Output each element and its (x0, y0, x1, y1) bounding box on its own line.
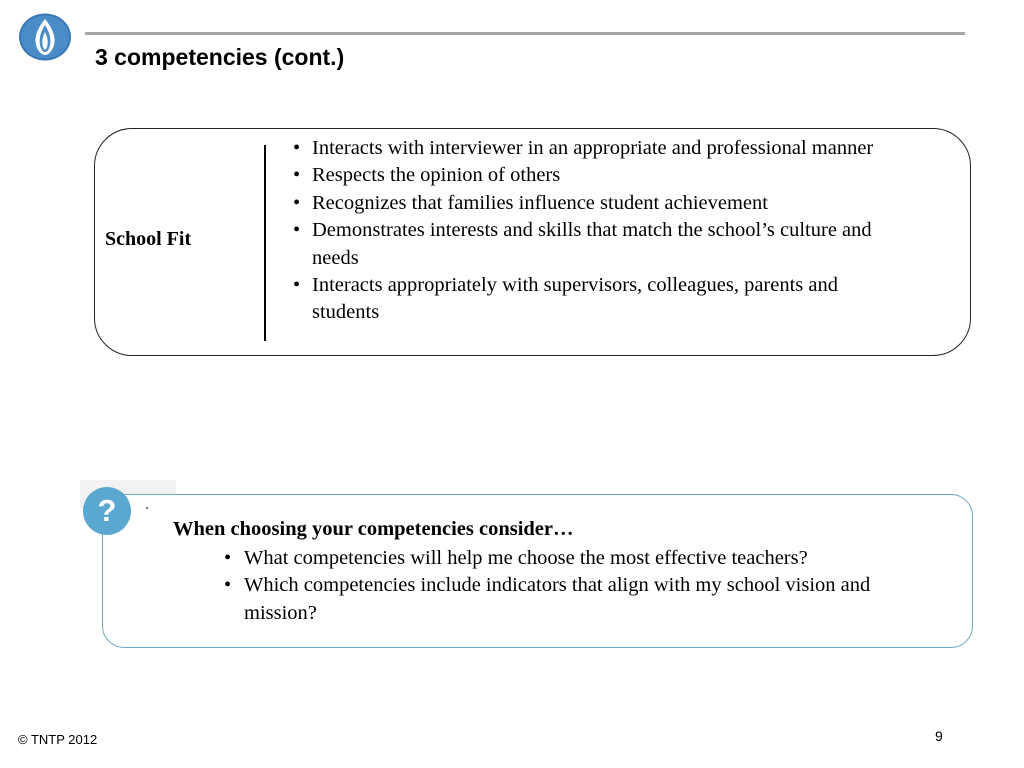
stray-dot (146, 507, 148, 509)
question-item (224, 545, 944, 572)
bullet: • (293, 191, 301, 214)
criteria-item (293, 217, 903, 272)
criteria-item (293, 190, 903, 217)
question-item (224, 572, 944, 627)
question-mark-icon (82, 486, 132, 536)
criteria-text: Respects the opinion of others (312, 164, 561, 187)
bullet: • (293, 219, 301, 242)
school-fit-label: School Fit (105, 228, 192, 250)
slide-title: 3 competencies (cont.) (95, 44, 345, 70)
criteria-item (293, 272, 903, 327)
flame-logo-icon (17, 12, 73, 62)
criteria-text: Recognizes that families influence student achievement (312, 191, 768, 214)
bullet: • (293, 137, 301, 159)
bullet: • (293, 274, 301, 297)
criteria-text: Demonstrates interests and skills that match the school’s culture and needs (312, 219, 872, 269)
school-fit-criteria (293, 135, 903, 327)
criteria-text: Interacts with interviewer in an appropriate and professional manner (312, 137, 874, 159)
bullet: • (293, 164, 301, 187)
school-fit-divider (264, 145, 266, 341)
bullet: • (224, 574, 232, 597)
page-number: 9 (935, 728, 943, 744)
criteria-item (293, 135, 903, 162)
question-text: Which competencies include indicators that align with my school vision and mission? (244, 574, 871, 624)
question-text: What competencies will help me choose the most effective teachers? (244, 547, 808, 569)
svg-text:?: ? (97, 493, 117, 528)
bullet: • (224, 547, 232, 569)
consider-heading: When choosing your competencies consider… (173, 518, 574, 540)
consider-questions (224, 545, 944, 627)
criteria-item (293, 162, 903, 189)
criteria-text: Interacts appropriately with supervisors, colleagues, parents and students (312, 274, 838, 324)
copyright-notice: © TNTP 2012 (18, 732, 98, 747)
header-rule (85, 32, 965, 35)
